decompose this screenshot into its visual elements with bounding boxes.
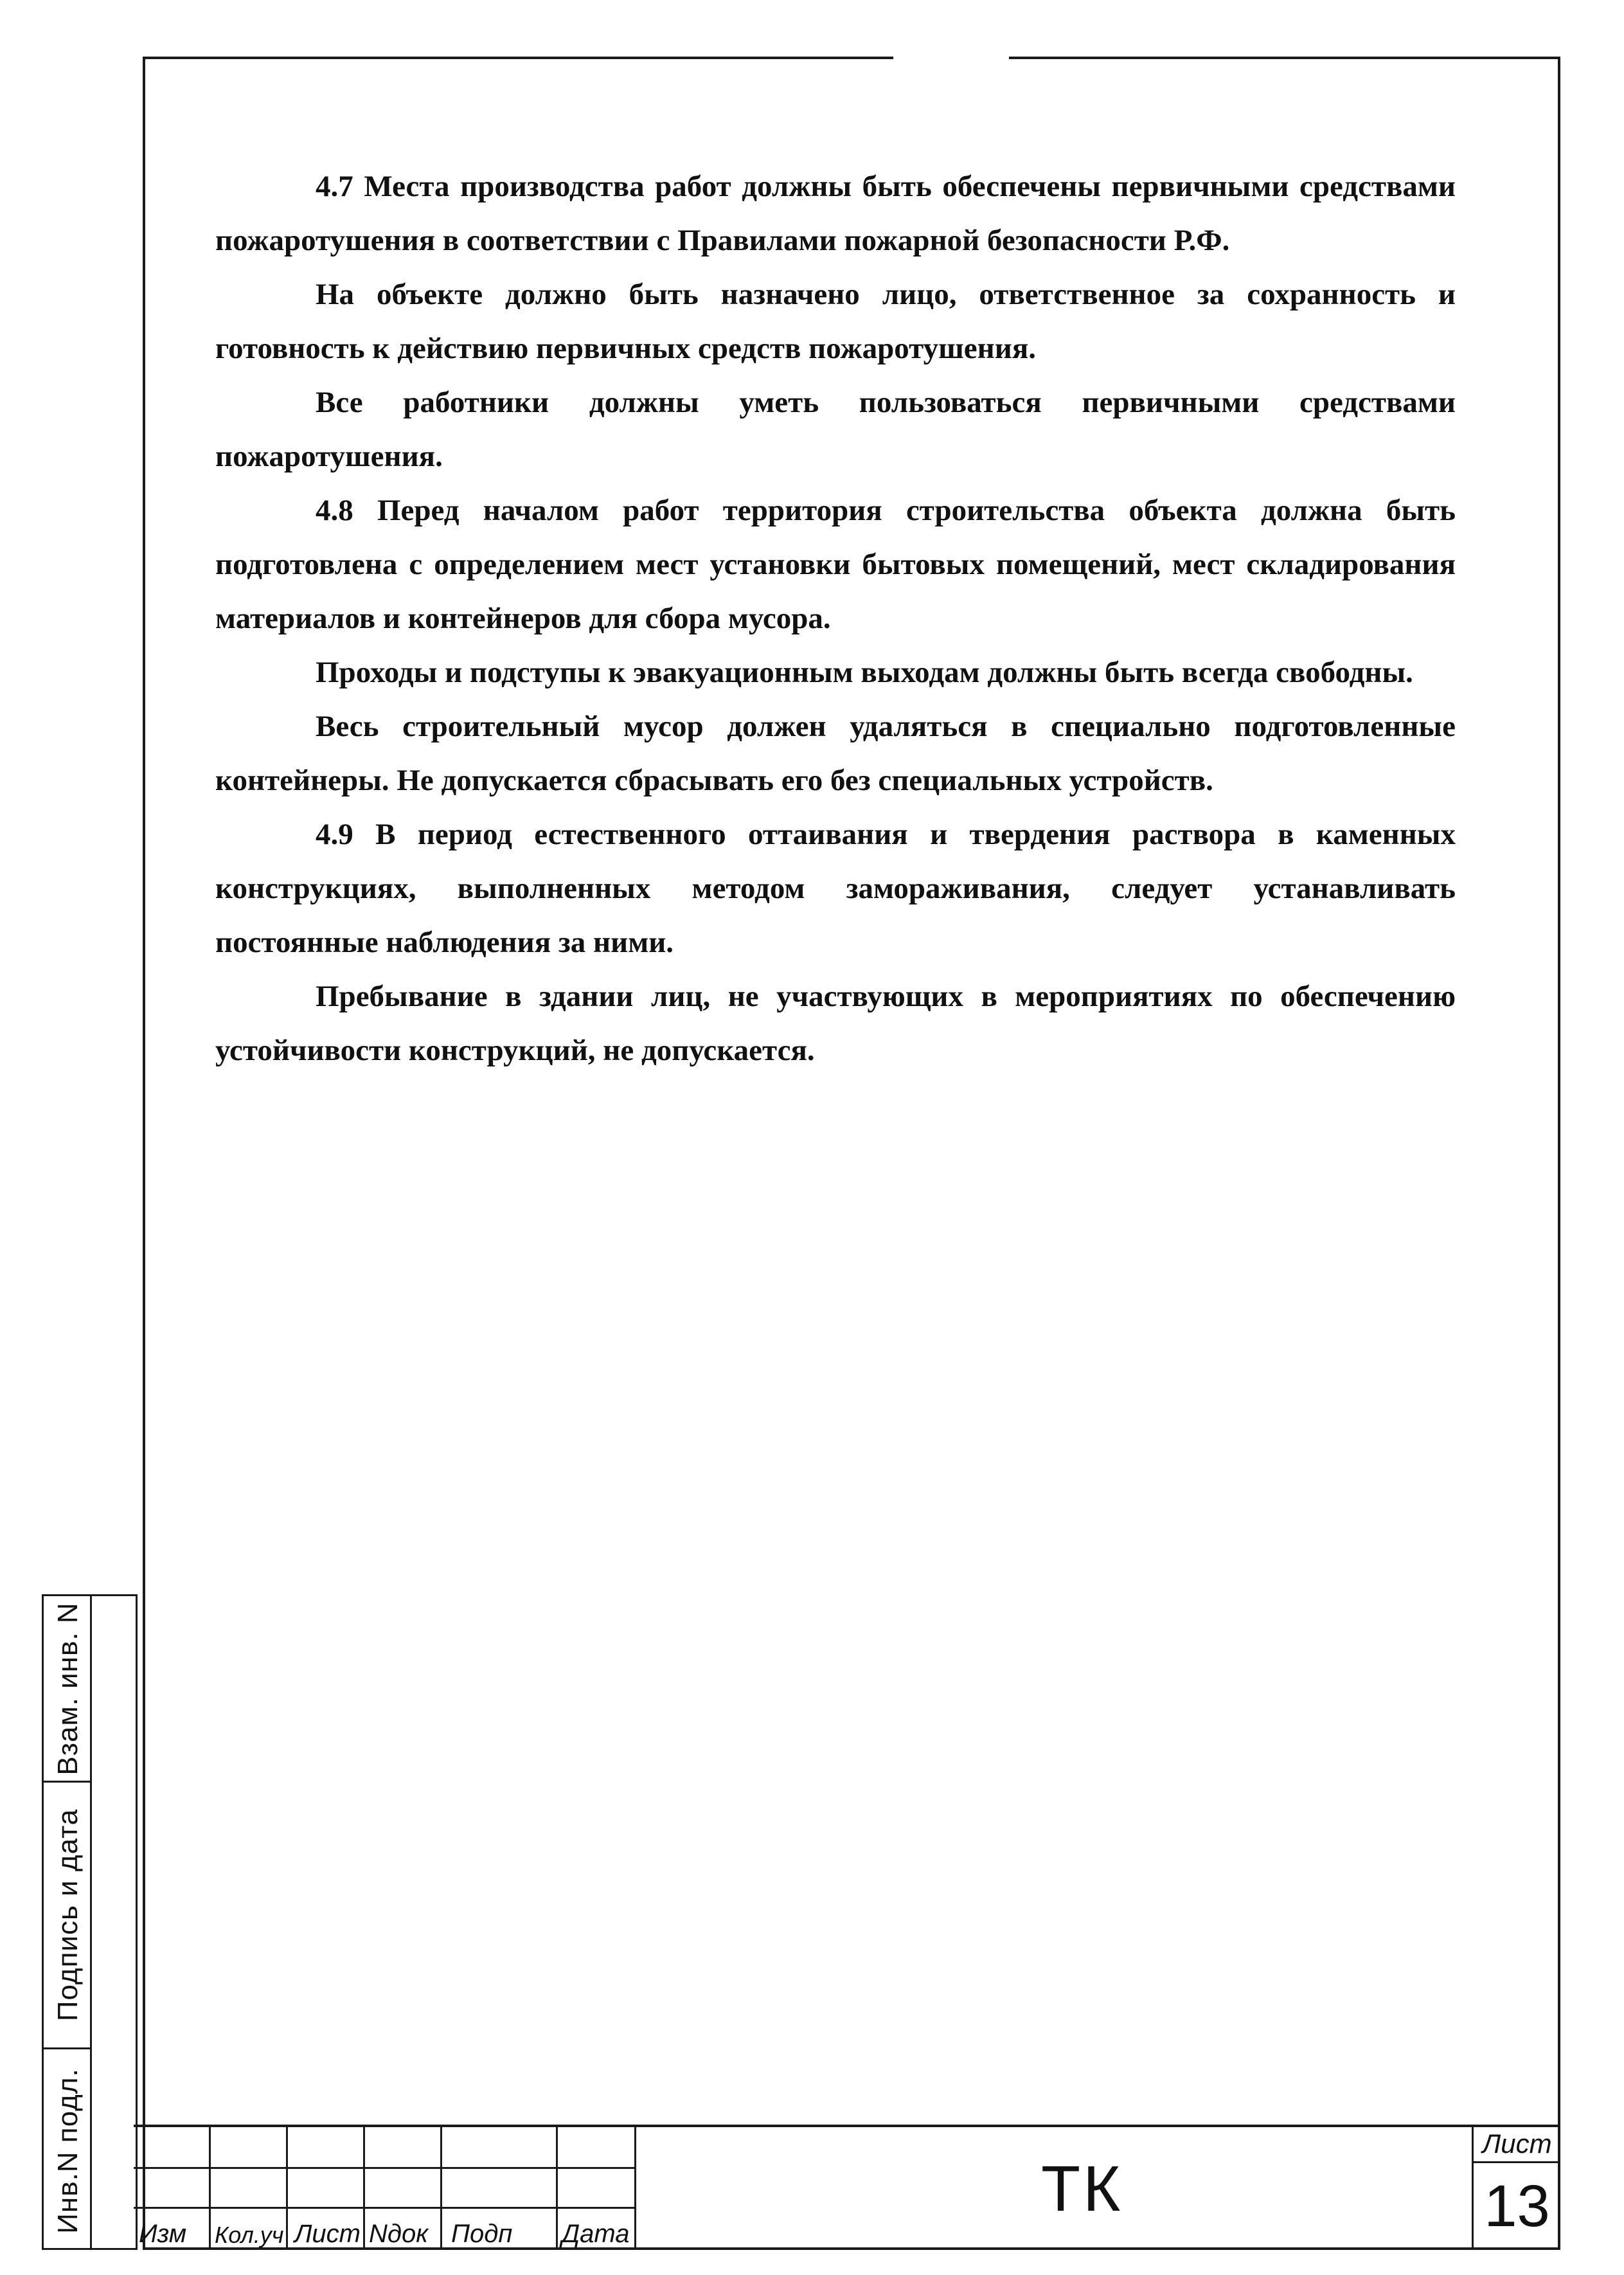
title-block (134, 2125, 1560, 2250)
vzam-inv-label: Взам. инв. N (51, 1601, 84, 1776)
paragraph-4-7: 4.7 Места производства работ должны быть обеспечены первичными средствами пожаротушения в соответствии с Правилами пожарной безопасности Р.Ф. (215, 170, 1456, 257)
document-body (215, 159, 1456, 1077)
col-data (558, 2127, 636, 2250)
paragraph-persons-in-building: Пребывание в здании лиц, не участвующих в мероприятиях по обеспечению устойчивости конструкций, не допускается. (215, 980, 1456, 1067)
paragraph-4-8: 4.8 Перед началом работ территория строительства объекта должна быть подготовлена с определением мест установки бытовых помещений, мест складирования материалов и контейнеров для сбора мусора. (215, 494, 1456, 635)
side-cell-vzam-inv (44, 1596, 92, 1783)
side-cell-inv-podl (44, 2049, 92, 2252)
inv-podl-label: Инв.N подл. (51, 2067, 84, 2234)
sheet-label: Лист (1474, 2125, 1560, 2163)
podpis-data-label: Подпись и дата (51, 1808, 84, 2022)
frame-gap (893, 54, 1009, 60)
side-stamp (42, 1594, 138, 2250)
document-code: ТК (1041, 2153, 1123, 2225)
col-list (288, 2127, 365, 2250)
side-cell-podpis-data (44, 1783, 92, 2049)
sheet-number: 13 (1484, 2173, 1550, 2239)
paragraph-4-9: 4.9 В период естественного оттаивания и твердения раствора в каменных конструкциях, выполненных методом замораживания, следует устанавливать постоянные наблюдения за ними. (215, 818, 1456, 959)
title-block-grid (134, 2127, 636, 2250)
label-list: Лист (294, 2220, 361, 2248)
paragraph-all-workers: Все работники должны уметь пользоваться первичными средствами пожаротушения. (215, 386, 1456, 473)
col-izm (134, 2127, 211, 2250)
paragraph-construction-waste: Весь строительный мусор должен удаляться в специально подготовленные контейнеры. Не допускается сбрасывать его без специальных устройств. (215, 710, 1456, 797)
row-line-2 (134, 2207, 636, 2209)
label-podp: Подп (451, 2220, 513, 2248)
col-podp (442, 2127, 558, 2250)
row-line-1 (134, 2167, 636, 2169)
label-data: Дата (562, 2220, 630, 2248)
paragraph-responsible-person: На объекте должно быть назначено лицо, ответственное за сохранность и готовность к действию первичных средств пожаротушения. (215, 278, 1456, 365)
label-ndok: Nдок (369, 2220, 429, 2248)
col-kol-uch (211, 2127, 288, 2250)
col-ndok (365, 2127, 442, 2250)
paragraph-evacuation-exits: Проходы и подступы к эвакуационным выходам должны быть всегда свободны. (316, 656, 1413, 689)
side-stamp-label-column (44, 1596, 92, 2248)
sheet-box (1472, 2125, 1560, 2250)
label-izm: Изм (139, 2220, 187, 2248)
label-kol-uch: Кол.уч (215, 2222, 284, 2248)
